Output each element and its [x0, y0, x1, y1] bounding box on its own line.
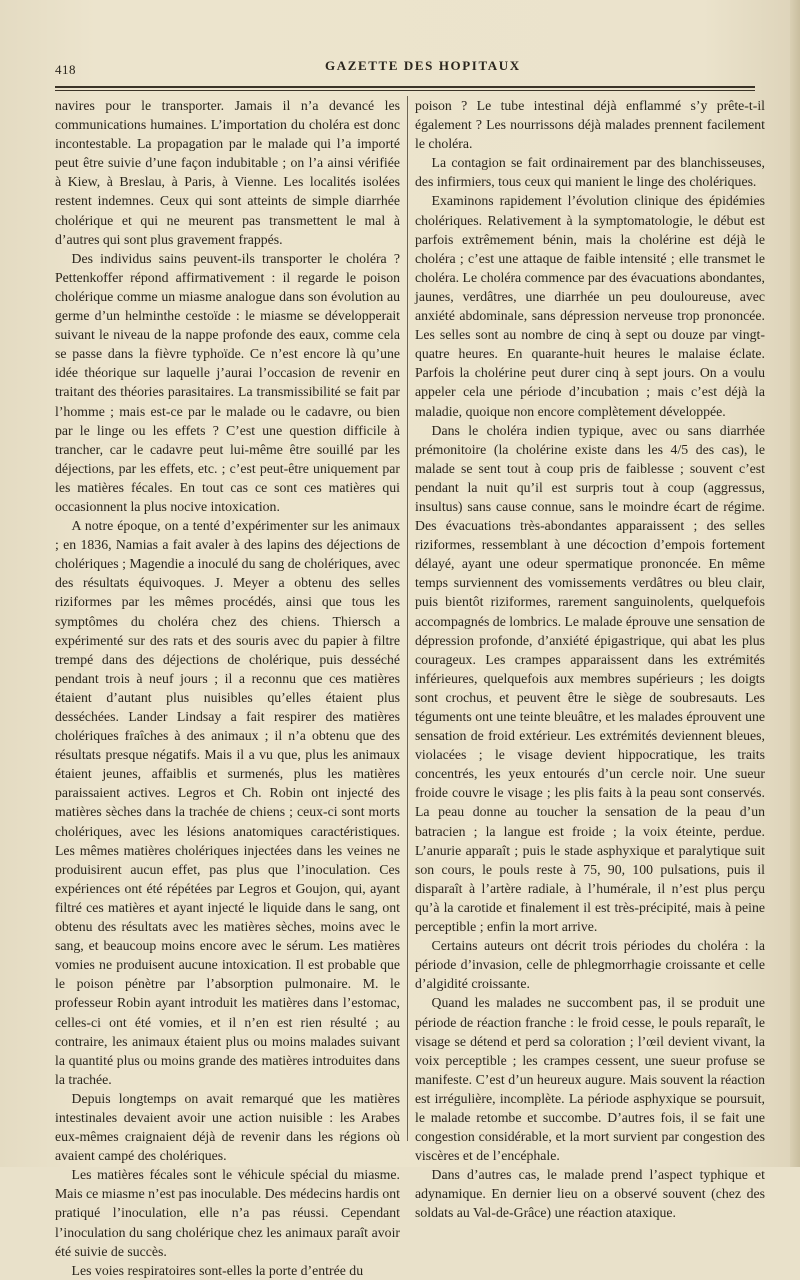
paragraph: Quand les malades ne succombent pas, il se produit une période de réaction franche : le froid cesse, le pouls reparaît, le visage se détend et perd sa coloration ; l’œil devient vivant, la voix perceptible ; les crampes cessent, une sueur profuse se manifeste. C’est d’un heureux augure. Mais souvent la réaction est irrégulière, incomplète. La période asphyxique se poursuit, le malade retombe et succombe. D’autres fois, il se fait une congestion considérable, et la mort survient par congestion des viscères et de l’encéphale.	[415, 995, 765, 1164]
paragraph: Dans d’autres cas, le malade prend l’aspect typhique et adynamique. En dernier lieu on a observé souvent (chez des soldats au Val-de-Grâce) une réaction ataxique.	[415, 1167, 765, 1221]
paragraph: poison ? Le tube intestinal déjà enflammé s’y prête-t-il également ? Les nourrissons déjà malades prennent facilement le choléra.	[415, 98, 765, 152]
column-divider	[407, 96, 408, 1141]
paragraph: A notre époque, on a tenté d’expérimenter sur les animaux ; en 1836, Namias a fait avaler à des lapins des déjections de cholériques ; Magendie a inoculé du sang de cholériques, avec des résultats équivoques. J. Meyer a obtenu des selles riziformes par les mêmes procédés, ainsi que tous les symptômes du choléra chez des chiens. Thiersch a expérimenté sur des rats et des souris avec du papier à filtre trempé dans des déjections de cholérique, puis desséché pendant trois à neuf jours ; il a reconnu que ces matières étaient d’autant plus nuisibles qu’elles étaient plus desséchées. Lander Lindsay a fait respirer des matières cholériques fraîches à des animaux ; il n’a obtenu que des résultats presque négatifs. Mais il a vu que, plus les animaux étaient jeunes, affaiblis et surmenés, plus les matières paraissaient actives. Legros et Ch. Robin ont injecté des matières sèches dans la trachée de chiens ; ceux-ci sont morts cholériques, avec les lésions anatomiques caractéristiques. Les mêmes matières cholériques injectées dans les veines ne produisirent aucun effet, pas plus que l’inoculation. Ces expériences ont été répétées par Legros et Goujon, qui, ayant filtré ces matières et ayant injecté le liquide dans le sang, ont obtenu des résultats avec les matières sèches, moins avec le sang, et beaucoup moins encore avec le sérum. Les matières vomies ne produisent aucune intoxication. Il est probable que le poison pénètre par l’absorption pulmonaire. M. le professeur Robin ayant introduit les matières dans l’estomac, celles-ci ont été vomies, et il n’en est rien résulté ; au contraire, les animaux étaient plus ou moins malades suivant la quantité plus ou moins grande des matières introduites dans la trachée.	[55, 518, 400, 1087]
paragraph: Des individus sains peuvent-ils transporter le choléra ? Pettenkoffer répond affirmativement : il regarde le poison cholérique comme un miasme analogue dans son évolution au germe d’un helminthe cestoïde : le miasme se développerait suivant le niveau de la nappe profonde des eaux, comme cela se passe dans la fièvre typhoïde. Ce n’est encore là qu’une idée théorique sur laquelle j’aurai l’occasion de revenir en traitant des théories parasitaires. La transmissibilité se fait par l’homme ; mais est-ce par le malade ou le cadavre, ou bien par le linge ou les effets ? C’est une question difficile à trancher, car le cadavre peut lui-même être souillé par les déjections, par les effets, etc. ; c’est peut-être uniquement par les matières fécales. En tout cas ce sont ces matières qui occasionnent la plus nocive intoxication.	[55, 250, 400, 514]
paragraph: Certains auteurs ont décrit trois périodes du choléra : la période d’invasion, celle de phlegmorrhagie croissante et celle d’algidité croissante.	[415, 938, 765, 992]
header-rule-thin	[55, 90, 755, 91]
paragraph: Dans le choléra indien typique, avec ou sans diarrhée prémonitoire (la cholérine existe dans les 4/5 des cas), le malade se sent tout à coup pris de faiblesse ; souvent c’est pendant la nuit qu’il est surpris tout à coup (aggressus, insultus) sans cause connue, sans le moindre écart de régime. Des évacuations très-abondantes apparaissent ; des selles riziformes, ressemblant à une décoction d’empois fortement délayé, ayant une odeur spermatique prononcée. En même temps surviennent des vomissements verdâtres ou bleu clair, puis bientôt riziformes, rarement sanguinolents, quelquefois accompagnés de lombrics. Le malade éprouve une sensation de dépression profonde, d’anxiété épigastrique, qui abat les plus courageux. Les crampes apparaissent dans les extrémités inférieures, quelquefois aux membres supérieurs ; les doigts sont crochus, et peuvent être le siège de soubresauts. Les téguments ont une teinte bleuâtre, et les malades éprouvent une sensation de froid extérieur. Les extrémités deviennent bleues, violacées ; le visage devient hippocratique, les traits concentrés, les yeux entourés d’un cercle noir. Une sueur froide couvre le visage ; les plis faits à la peau sont conservés. La peau donne au toucher la sensation de la peau d’un batracien ; la langue est froide ; la voix éteinte, perdue. L’anurie apparaît ; puis le stade asphyxique et paralytique suit son cours, le pouls reste à 75, 90, 100 pulsations, puis il disparaît à l’artère radiale, à l’humérale, il n’est plus perçu qu’à la carotide et finalement il est très-précipité, mais à peine perceptible ; enfin la mort arrive.	[415, 422, 765, 935]
paragraph: Les matières fécales sont le véhicule spécial du miasme. Mais ce miasme n’est pas inoculable. Des médecins hardis ont pratiqué l’inoculation, elle n’a pas réussi. Cependant l’inoculation du sang cholérique chez les animaux paraît avoir été suivie de succès.	[55, 1167, 400, 1259]
page-edge-shadow	[790, 0, 800, 1167]
paragraph: La contagion se fait ordinairement par des blanchisseuses, des infirmiers, tous ceux qui manient le linge des cholériques.	[415, 155, 765, 190]
page-number: 418	[55, 62, 76, 77]
journal-title: GAZETTE DES HOPITAUX	[325, 58, 521, 73]
paragraph: navires pour le transporter. Jamais il n’a devancé les communications humaines. L’importation du choléra est donc incontestable. La propagation par le malade qui l’a importé peut être suivie d’une façon indubitable ; on l’a ainsi vérifiée à Kiew, à Breslau, à Paris, à Vienne. Les localités isolées restent indemnes. Ceux qui sont atteints de simple diarrhée cholérique et qui ne meurent pas transmettent le mal à d’autres qui sont plus gravement frappés.	[55, 98, 400, 247]
page-header	[55, 54, 755, 80]
paragraph: Depuis longtemps on avait remarqué que les matières intestinales devaient avoir une action nuisible : les Arabes eux-mêmes craignaient déjà de revenir dans les régions où avaient campé des cholériques.	[55, 1090, 400, 1164]
header-rule	[55, 86, 755, 88]
right-column	[415, 96, 765, 1223]
left-column	[55, 96, 400, 1280]
paragraph: Les voies respiratoires sont-elles la porte d’entrée du	[71, 1262, 364, 1278]
paragraph: Examinons rapidement l’évolution clinique des épidémies cholériques. Relativement à la symptomatologie, le début est parfois extrêmement bénin, mais la cholérine est déjà le choléra ; c’est une attaque de faible intensité ; elle transmet le choléra. Le choléra commence par des évacuations abondantes, jaunes, verdâtres, une diarrhée un peu douloureuse, avec anxiété abdominale, sans dépression nerveuse trop prononcée. Les selles sont au nombre de cinq à sept ou douze par vingt-quatre heures. En quarante-huit heures le malaise éclate. Parfois la cholérine peut durer cinq à sept jours. On a voulu appeler cela une période d’incubation ; mais c’est déjà la maladie, quoique non encore complètement développée.	[415, 193, 765, 419]
